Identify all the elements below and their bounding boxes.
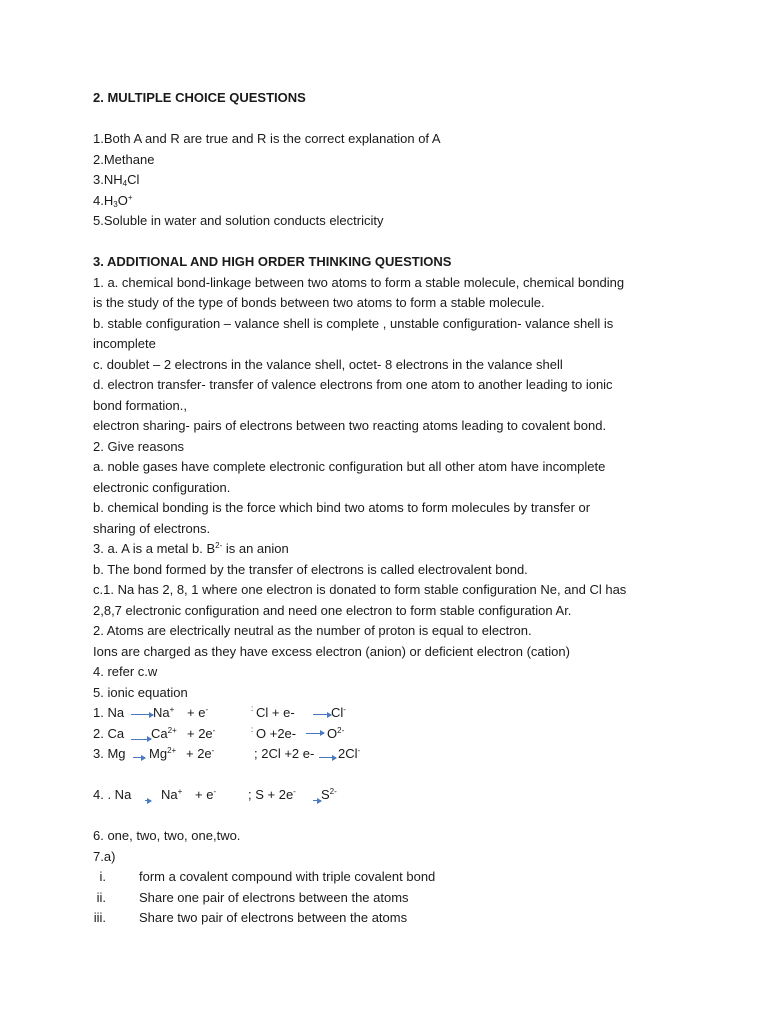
text-line: c.1. Na has 2, 8, 1 where one electron is donated to form stable configuration Ne, and Cl has bbox=[93, 582, 627, 597]
hots-heading: 3. ADDITIONAL AND HIGH ORDER THINKING QUESTIONS bbox=[93, 254, 452, 269]
text-line: c. doublet – 2 electrons in the valance shell, octet- 8 electrons in the valance shell bbox=[93, 356, 563, 372]
text-line: Ions are charged as they have excess electron (anion) or deficient electron (cation) bbox=[93, 643, 570, 659]
text-line: is the study of the type of bonds between two atoms to form a stable molecule. bbox=[93, 295, 545, 310]
text-line: 4. refer c.w bbox=[93, 664, 158, 679]
mcq-answer-2: 2.Methane bbox=[93, 151, 155, 167]
mcq-heading: 2. MULTIPLE CHOICE QUESTIONS bbox=[93, 90, 306, 105]
text-line: incomplete bbox=[93, 336, 156, 351]
text-line: electronic configuration. bbox=[93, 479, 231, 495]
mcq-answer-3: $3.NH_4Cl$ bbox=[93, 172, 140, 188]
ionic-equation-1: 1. Na Na+ + e- : Cl + e- Cl- bbox=[93, 704, 346, 720]
list-item: i. form a covalent compound with triple covalent bond bbox=[99, 869, 436, 884]
arrow-icon bbox=[131, 714, 153, 715]
text-line: 2. Atoms are electrically neutral as the number of proton is equal to electron. bbox=[93, 623, 532, 638]
arrow-icon bbox=[306, 733, 324, 734]
text-line: 5. ionic equation bbox=[93, 684, 188, 700]
list-item: ii. Share one pair of electrons between the atoms bbox=[96, 889, 409, 905]
document-page bbox=[93, 88, 693, 929]
mcq-answer-5: 5.Soluble in water and solution conducts electricity bbox=[93, 213, 384, 228]
text-line: 1. a. chemical bond-linkage between two atoms to form a stable molecule, chemical bonding bbox=[93, 274, 625, 290]
arrow-icon bbox=[131, 739, 151, 740]
arrow-icon bbox=[145, 800, 151, 801]
mcq-answer-1: 1.Both A and R are true and R is the correct explanation of A bbox=[93, 131, 441, 146]
ionic-equation-3: 3. Mg $Mg^{2+}$ + 2e- ; 2Cl +2 e- 2Cl- bbox=[93, 746, 361, 761]
text-line: 6. one, two, two, one,two. bbox=[93, 828, 241, 843]
ionic-equation-4: 4. . Na Na+ + e- ; S + 2e- $S^{2-}$ bbox=[93, 787, 337, 802]
text-line: electron sharing- pairs of electrons between two reacting atoms leading to covalent bond. bbox=[93, 418, 607, 433]
text-line: 2,8,7 electronic configuration and need one electron to form stable configuration Ar. bbox=[93, 602, 572, 618]
text-line: b. stable configuration – valance shell is complete , unstable configuration- valance shell is bbox=[93, 315, 614, 331]
arrow-icon bbox=[133, 757, 145, 758]
arrow-icon bbox=[313, 800, 321, 801]
text-line: a. noble gases have complete electronic configuration but all other atom have incomplete bbox=[93, 459, 606, 474]
text-line: bond formation., bbox=[93, 397, 187, 413]
text-line: 7.a) bbox=[93, 848, 116, 864]
arrow-icon bbox=[319, 757, 336, 758]
text-line: 2. Give reasons bbox=[93, 438, 185, 454]
text-line: sharing of electrons. bbox=[93, 520, 211, 536]
arrow-icon bbox=[313, 714, 331, 715]
ionic-equation-2: 2. Ca $Ca^{2+}$ + 2e- : O +2e- $O^{2-}$ bbox=[93, 724, 345, 741]
text-line: 3. a. A is a metal b. $B^{2-}$ is an anion bbox=[93, 541, 289, 556]
text-line: b. chemical bonding is the force which bind two atoms to form molecules by transfer or bbox=[93, 500, 591, 515]
mcq-answer-4: $4.H_3O^+$ bbox=[93, 192, 133, 209]
list-item: iii. Share two pair of electrons between the atoms bbox=[93, 910, 408, 925]
text-line: b. The bond formed by the transfer of electrons is called electrovalent bond. bbox=[93, 561, 528, 577]
text-line: d. electron transfer- transfer of valence electrons from one atom to another leading to ionic bbox=[93, 377, 613, 392]
